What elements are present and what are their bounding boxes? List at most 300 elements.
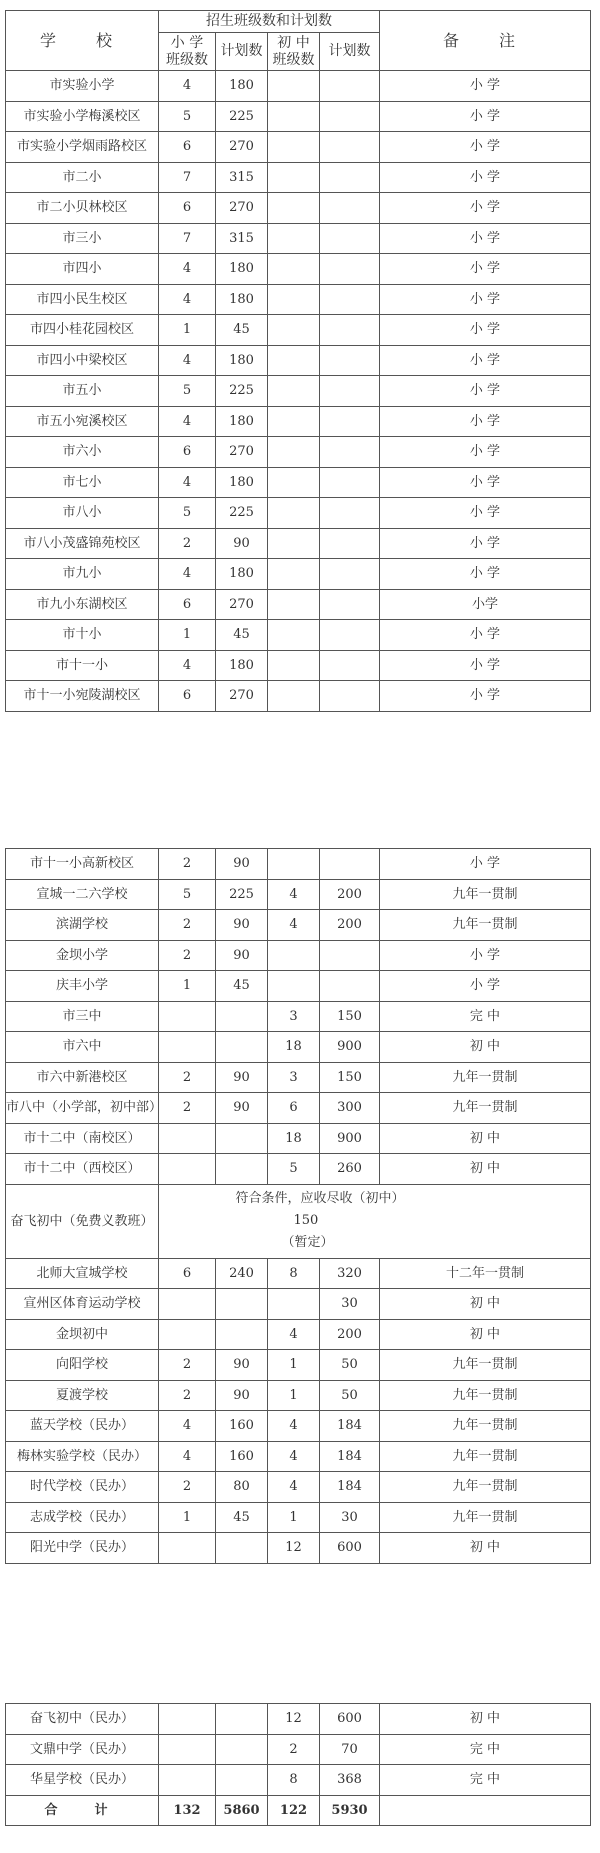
cell-school: 市十一小宛陵湖校区 bbox=[6, 681, 159, 712]
cell-primary-classes bbox=[159, 1765, 216, 1796]
cell-primary-plan bbox=[216, 1765, 268, 1796]
cell-school: 市八小 bbox=[6, 498, 159, 529]
cell-junior-classes bbox=[268, 437, 320, 468]
cell-primary-plan: 45 bbox=[216, 1502, 268, 1533]
cell-junior-classes: 1 bbox=[268, 1502, 320, 1533]
cell-remarks: 小 学 bbox=[380, 650, 591, 681]
cell-primary-plan: 160 bbox=[216, 1411, 268, 1442]
table-row bbox=[6, 681, 591, 712]
cell-school: 奋飞初中（免费义教班） bbox=[6, 1184, 159, 1258]
table-body-section2b bbox=[6, 1258, 591, 1563]
table-row bbox=[6, 589, 591, 620]
table-row bbox=[6, 162, 591, 193]
cell-junior-plan: 600 bbox=[320, 1533, 380, 1564]
cell-primary-classes: 6 bbox=[159, 589, 216, 620]
cell-remarks: 小 学 bbox=[380, 437, 591, 468]
table-row bbox=[6, 132, 591, 163]
table-row bbox=[6, 1380, 591, 1411]
enrollment-table-part2 bbox=[5, 848, 591, 1564]
cell-school: 滨湖学校 bbox=[6, 910, 159, 941]
cell-junior-classes bbox=[268, 1289, 320, 1320]
cell-junior-classes: 8 bbox=[268, 1258, 320, 1289]
cell-junior-classes: 4 bbox=[268, 1472, 320, 1503]
cell-primary-plan: 270 bbox=[216, 132, 268, 163]
cell-remarks: 九年一贯制 bbox=[380, 1062, 591, 1093]
table-row bbox=[6, 1704, 591, 1735]
cell-school: 宣州区体育运动学校 bbox=[6, 1289, 159, 1320]
table-row bbox=[6, 223, 591, 254]
cell-school: 市六中 bbox=[6, 1032, 159, 1063]
cell-junior-classes: 3 bbox=[268, 1062, 320, 1093]
cell-primary-classes: 4 bbox=[159, 467, 216, 498]
table-row bbox=[6, 1001, 591, 1032]
cell-school: 市四小桂花园校区 bbox=[6, 315, 159, 346]
cell-primary-classes: 6 bbox=[159, 681, 216, 712]
cell-junior-classes: 4 bbox=[268, 879, 320, 910]
cell-remarks: 初 中 bbox=[380, 1319, 591, 1350]
cell-primary-classes: 4 bbox=[159, 254, 216, 285]
table-row bbox=[6, 1441, 591, 1472]
enrollment-table-part1 bbox=[5, 10, 591, 712]
cell-junior-classes: 18 bbox=[268, 1032, 320, 1063]
cell-primary-classes: 5 bbox=[159, 879, 216, 910]
cell-primary-plan: 225 bbox=[216, 879, 268, 910]
cell-junior-plan: 300 bbox=[320, 1093, 380, 1124]
cell-junior-classes: 4 bbox=[268, 910, 320, 941]
cell-junior-plan bbox=[320, 971, 380, 1002]
cell-school: 梅林实验学校（民办） bbox=[6, 1441, 159, 1472]
cell-junior-plan: 600 bbox=[320, 1704, 380, 1735]
cell-primary-plan bbox=[216, 1704, 268, 1735]
table-row bbox=[6, 1289, 591, 1320]
cell-remarks: 小 学 bbox=[380, 528, 591, 559]
cell-junior-classes bbox=[268, 849, 320, 880]
cell-junior-classes: 1 bbox=[268, 1350, 320, 1381]
cell-primary-classes bbox=[159, 1123, 216, 1154]
cell-primary-classes: 5 bbox=[159, 101, 216, 132]
header-primary-plan: 计划数 bbox=[216, 33, 268, 71]
cell-junior-classes: 4 bbox=[268, 1411, 320, 1442]
cell-school: 金坝小学 bbox=[6, 940, 159, 971]
cell-junior-classes bbox=[268, 559, 320, 590]
total-row-group bbox=[6, 1795, 591, 1825]
cell-primary-classes: 4 bbox=[159, 345, 216, 376]
cell-primary-plan: 160 bbox=[216, 1441, 268, 1472]
cell-junior-plan bbox=[320, 284, 380, 315]
cell-remarks: 小 学 bbox=[380, 681, 591, 712]
cell-remarks: 小 学 bbox=[380, 620, 591, 651]
header-primary-classes: 小 学 班级数 bbox=[159, 33, 216, 71]
fenfei-line3: （暂定） bbox=[281, 1235, 334, 1250]
table-body-section3 bbox=[6, 1704, 591, 1796]
cell-primary-classes: 1 bbox=[159, 620, 216, 651]
cell-primary-classes: 6 bbox=[159, 193, 216, 224]
cell-remarks: 小 学 bbox=[380, 284, 591, 315]
cell-school: 向阳学校 bbox=[6, 1350, 159, 1381]
cell-primary-classes: 5 bbox=[159, 498, 216, 529]
cell-school: 市十小 bbox=[6, 620, 159, 651]
cell-school: 市八小茂盛锦苑校区 bbox=[6, 528, 159, 559]
cell-school: 市四小 bbox=[6, 254, 159, 285]
cell-primary-plan: 180 bbox=[216, 559, 268, 590]
cell-primary-plan: 180 bbox=[216, 284, 268, 315]
header-group: 招生班级数和计划数 bbox=[159, 11, 380, 33]
cell-school: 时代学校（民办） bbox=[6, 1472, 159, 1503]
cell-primary-plan: 90 bbox=[216, 528, 268, 559]
cell-junior-plan: 150 bbox=[320, 1062, 380, 1093]
cell-junior-classes: 18 bbox=[268, 1123, 320, 1154]
cell-school: 市实验小学烟雨路校区 bbox=[6, 132, 159, 163]
cell-primary-plan: 90 bbox=[216, 910, 268, 941]
table-row bbox=[6, 1734, 591, 1765]
cell-primary-plan: 315 bbox=[216, 162, 268, 193]
cell-primary-plan: 45 bbox=[216, 315, 268, 346]
cell-total-label: 合 计 bbox=[6, 1795, 159, 1825]
cell-school: 市四小中梁校区 bbox=[6, 345, 159, 376]
cell-junior-plan bbox=[320, 437, 380, 468]
cell-junior-plan bbox=[320, 162, 380, 193]
cell-remarks: 初 中 bbox=[380, 1032, 591, 1063]
cell-primary-classes: 4 bbox=[159, 559, 216, 590]
cell-primary-plan: 180 bbox=[216, 254, 268, 285]
table-row bbox=[6, 467, 591, 498]
cell-primary-plan: 180 bbox=[216, 650, 268, 681]
table-row bbox=[6, 1350, 591, 1381]
cell-primary-classes bbox=[159, 1289, 216, 1320]
table-row bbox=[6, 1411, 591, 1442]
cell-junior-plan: 184 bbox=[320, 1472, 380, 1503]
cell-primary-classes: 4 bbox=[159, 1441, 216, 1472]
table-row bbox=[6, 1062, 591, 1093]
cell-remarks: 九年一贯制 bbox=[380, 1380, 591, 1411]
cell-school: 志成学校（民办） bbox=[6, 1502, 159, 1533]
cell-school: 北师大宣城学校 bbox=[6, 1258, 159, 1289]
cell-junior-classes bbox=[268, 620, 320, 651]
table-row bbox=[6, 1319, 591, 1350]
table-row bbox=[6, 193, 591, 224]
cell-remarks: 小 学 bbox=[380, 162, 591, 193]
cell-junior-plan: 70 bbox=[320, 1734, 380, 1765]
cell-school: 金坝初中 bbox=[6, 1319, 159, 1350]
table-row bbox=[6, 1032, 591, 1063]
cell-junior-plan: 184 bbox=[320, 1441, 380, 1472]
table-row bbox=[6, 650, 591, 681]
cell-remarks: 小 学 bbox=[380, 849, 591, 880]
table-row bbox=[6, 101, 591, 132]
cell-junior-classes: 4 bbox=[268, 1319, 320, 1350]
cell-junior-classes bbox=[268, 940, 320, 971]
cell-school: 市五小宛溪校区 bbox=[6, 406, 159, 437]
cell-school: 市九小 bbox=[6, 559, 159, 590]
cell-remarks: 小 学 bbox=[380, 132, 591, 163]
cell-school: 市实验小学 bbox=[6, 71, 159, 102]
table-row bbox=[6, 406, 591, 437]
cell-junior-classes bbox=[268, 376, 320, 407]
cell-school: 市实验小学梅溪校区 bbox=[6, 101, 159, 132]
cell-junior-plan: 260 bbox=[320, 1154, 380, 1185]
cell-primary-classes: 1 bbox=[159, 971, 216, 1002]
table-row bbox=[6, 71, 591, 102]
cell-primary-plan bbox=[216, 1533, 268, 1564]
cell-junior-classes bbox=[268, 650, 320, 681]
cell-primary-classes: 2 bbox=[159, 940, 216, 971]
cell-junior-plan bbox=[320, 467, 380, 498]
cell-school: 市二小贝林校区 bbox=[6, 193, 159, 224]
cell-junior-plan bbox=[320, 681, 380, 712]
cell-remarks: 小 学 bbox=[380, 345, 591, 376]
fenfei-line2: 150 bbox=[293, 1213, 319, 1228]
cell-remarks: 小 学 bbox=[380, 101, 591, 132]
enrollment-table-part3 bbox=[5, 1703, 591, 1826]
cell-primary-plan bbox=[216, 1154, 268, 1185]
cell-junior-plan: 200 bbox=[320, 1319, 380, 1350]
cell-junior-classes: 5 bbox=[268, 1154, 320, 1185]
cell-remarks: 初 中 bbox=[380, 1154, 591, 1185]
cell-primary-plan bbox=[216, 1734, 268, 1765]
cell-school: 宣城一二六学校 bbox=[6, 879, 159, 910]
cell-junior-plan bbox=[320, 940, 380, 971]
cell-school: 文鼎中学（民办） bbox=[6, 1734, 159, 1765]
cell-school: 市十一小高新校区 bbox=[6, 849, 159, 880]
fenfei-row-group bbox=[6, 1184, 591, 1258]
cell-junior-classes bbox=[268, 284, 320, 315]
cell-remarks: 十二年一贯制 bbox=[380, 1258, 591, 1289]
cell-primary-classes: 6 bbox=[159, 132, 216, 163]
cell-primary-plan: 180 bbox=[216, 345, 268, 376]
cell-junior-classes: 1 bbox=[268, 1380, 320, 1411]
cell-junior-classes bbox=[268, 498, 320, 529]
cell-primary-plan: 90 bbox=[216, 1093, 268, 1124]
cell-remarks: 小 学 bbox=[380, 254, 591, 285]
cell-junior-classes bbox=[268, 345, 320, 376]
cell-junior-classes bbox=[268, 315, 320, 346]
cell-primary-plan bbox=[216, 1032, 268, 1063]
cell-junior-plan bbox=[320, 559, 380, 590]
cell-school: 华星学校（民办） bbox=[6, 1765, 159, 1796]
cell-primary-classes: 4 bbox=[159, 406, 216, 437]
cell-primary-classes: 4 bbox=[159, 1411, 216, 1442]
cell-primary-plan: 225 bbox=[216, 101, 268, 132]
table-body-section2a bbox=[6, 849, 591, 1185]
table-row bbox=[6, 559, 591, 590]
cell-school: 市三小 bbox=[6, 223, 159, 254]
table-row bbox=[6, 1123, 591, 1154]
cell-junior-classes bbox=[268, 223, 320, 254]
cell-total-primary-plan: 5860 bbox=[216, 1795, 268, 1825]
cell-primary-plan: 90 bbox=[216, 1380, 268, 1411]
cell-junior-plan: 900 bbox=[320, 1032, 380, 1063]
cell-primary-plan: 45 bbox=[216, 971, 268, 1002]
cell-junior-classes bbox=[268, 406, 320, 437]
cell-school: 市七小 bbox=[6, 467, 159, 498]
cell-primary-classes: 5 bbox=[159, 376, 216, 407]
cell-school: 奋飞初中（民办） bbox=[6, 1704, 159, 1735]
cell-remarks: 小 学 bbox=[380, 71, 591, 102]
cell-primary-plan bbox=[216, 1319, 268, 1350]
cell-junior-plan bbox=[320, 498, 380, 529]
cell-fenfei-note bbox=[216, 1184, 591, 1258]
cell-primary-classes bbox=[159, 1734, 216, 1765]
cell-total-primary-classes: 132 bbox=[159, 1795, 216, 1825]
cell-primary-plan: 270 bbox=[216, 589, 268, 620]
cell-primary-classes: 6 bbox=[159, 437, 216, 468]
cell-junior-classes: 12 bbox=[268, 1704, 320, 1735]
cell-junior-classes bbox=[268, 132, 320, 163]
cell-remarks: 九年一贯制 bbox=[380, 1502, 591, 1533]
table-row bbox=[6, 910, 591, 941]
cell-primary-classes bbox=[159, 1533, 216, 1564]
header-junior-classes: 初 中 班级数 bbox=[268, 33, 320, 71]
cell-remarks: 初 中 bbox=[380, 1123, 591, 1154]
cell-junior-plan: 900 bbox=[320, 1123, 380, 1154]
cell-school: 市九小东湖校区 bbox=[6, 589, 159, 620]
cell-remarks: 小 学 bbox=[380, 559, 591, 590]
cell-junior-classes bbox=[268, 971, 320, 1002]
cell-junior-classes: 12 bbox=[268, 1533, 320, 1564]
cell-junior-classes bbox=[268, 254, 320, 285]
cell-remarks: 小 学 bbox=[380, 315, 591, 346]
cell-total-junior-plan: 5930 bbox=[320, 1795, 380, 1825]
cell-primary-plan: 90 bbox=[216, 940, 268, 971]
table-row bbox=[6, 879, 591, 910]
cell-school: 蓝天学校（民办） bbox=[6, 1411, 159, 1442]
cell-junior-plan bbox=[320, 528, 380, 559]
table-row bbox=[6, 376, 591, 407]
cell-total-remarks bbox=[380, 1795, 591, 1825]
cell-remarks: 小 学 bbox=[380, 940, 591, 971]
cell-primary-plan: 45 bbox=[216, 620, 268, 651]
cell-junior-classes: 3 bbox=[268, 1001, 320, 1032]
cell-remarks: 九年一贯制 bbox=[380, 1472, 591, 1503]
cell-junior-plan bbox=[320, 315, 380, 346]
cell-junior-plan bbox=[320, 345, 380, 376]
cell-junior-plan: 184 bbox=[320, 1411, 380, 1442]
cell-remarks: 初 中 bbox=[380, 1533, 591, 1564]
cell-primary-plan: 270 bbox=[216, 681, 268, 712]
cell-junior-classes: 8 bbox=[268, 1765, 320, 1796]
cell-junior-classes: 2 bbox=[268, 1734, 320, 1765]
table-row bbox=[6, 971, 591, 1002]
cell-remarks: 小 学 bbox=[380, 971, 591, 1002]
table-row bbox=[6, 620, 591, 651]
table-row bbox=[6, 315, 591, 346]
cell-primary-classes bbox=[159, 1032, 216, 1063]
cell-primary-classes bbox=[159, 1704, 216, 1735]
cell-primary-plan bbox=[216, 1001, 268, 1032]
cell-primary-plan: 270 bbox=[216, 437, 268, 468]
cell-primary-classes: 2 bbox=[159, 1062, 216, 1093]
cell-primary-classes: 1 bbox=[159, 1502, 216, 1533]
fenfei-line1: 符合条件，应收尽收（初中） bbox=[235, 1191, 405, 1206]
cell-school: 市四小民生校区 bbox=[6, 284, 159, 315]
table-row bbox=[6, 528, 591, 559]
table-row-fenfei bbox=[6, 1184, 591, 1258]
cell-school: 市六中新港校区 bbox=[6, 1062, 159, 1093]
table-row bbox=[6, 345, 591, 376]
table-row bbox=[6, 1765, 591, 1796]
cell-junior-classes bbox=[268, 162, 320, 193]
cell-primary-plan bbox=[216, 1123, 268, 1154]
cell-primary-plan: 180 bbox=[216, 406, 268, 437]
cell-empty bbox=[159, 1184, 216, 1258]
cell-remarks: 小 学 bbox=[380, 498, 591, 529]
cell-junior-plan bbox=[320, 650, 380, 681]
cell-primary-classes bbox=[159, 1154, 216, 1185]
cell-remarks: 九年一贯制 bbox=[380, 1411, 591, 1442]
cell-primary-classes: 2 bbox=[159, 1380, 216, 1411]
cell-primary-classes: 1 bbox=[159, 315, 216, 346]
table-row bbox=[6, 498, 591, 529]
cell-primary-plan: 90 bbox=[216, 1350, 268, 1381]
table-row bbox=[6, 437, 591, 468]
cell-school: 市十一小 bbox=[6, 650, 159, 681]
cell-primary-classes: 4 bbox=[159, 71, 216, 102]
cell-junior-plan bbox=[320, 406, 380, 437]
table-row bbox=[6, 1154, 591, 1185]
cell-remarks: 小 学 bbox=[380, 467, 591, 498]
cell-primary-plan: 180 bbox=[216, 467, 268, 498]
cell-junior-plan: 30 bbox=[320, 1289, 380, 1320]
cell-junior-classes bbox=[268, 681, 320, 712]
cell-primary-plan: 180 bbox=[216, 71, 268, 102]
cell-junior-plan: 50 bbox=[320, 1380, 380, 1411]
cell-primary-classes: 7 bbox=[159, 223, 216, 254]
cell-junior-classes bbox=[268, 193, 320, 224]
cell-primary-classes: 2 bbox=[159, 1472, 216, 1503]
header-remarks: 备 注 bbox=[380, 11, 591, 71]
cell-junior-plan bbox=[320, 71, 380, 102]
cell-primary-classes bbox=[159, 1319, 216, 1350]
cell-school: 阳光中学（民办） bbox=[6, 1533, 159, 1564]
cell-primary-classes: 4 bbox=[159, 650, 216, 681]
cell-primary-plan: 80 bbox=[216, 1472, 268, 1503]
table-body-section1 bbox=[6, 71, 591, 712]
cell-primary-plan: 90 bbox=[216, 849, 268, 880]
cell-primary-plan: 240 bbox=[216, 1258, 268, 1289]
cell-primary-plan: 270 bbox=[216, 193, 268, 224]
cell-junior-plan bbox=[320, 193, 380, 224]
cell-school: 市二小 bbox=[6, 162, 159, 193]
cell-primary-classes bbox=[159, 1001, 216, 1032]
cell-primary-classes: 2 bbox=[159, 849, 216, 880]
table-row bbox=[6, 1502, 591, 1533]
table-row bbox=[6, 1093, 591, 1124]
header-school: 学 校 bbox=[6, 11, 159, 71]
cell-primary-plan: 315 bbox=[216, 223, 268, 254]
cell-remarks: 小 学 bbox=[380, 193, 591, 224]
cell-remarks: 初 中 bbox=[380, 1704, 591, 1735]
cell-junior-classes bbox=[268, 71, 320, 102]
cell-junior-plan bbox=[320, 132, 380, 163]
cell-total-junior-classes: 122 bbox=[268, 1795, 320, 1825]
cell-primary-classes: 2 bbox=[159, 1093, 216, 1124]
cell-school: 夏渡学校 bbox=[6, 1380, 159, 1411]
cell-school: 市六小 bbox=[6, 437, 159, 468]
table-row-total bbox=[6, 1795, 591, 1825]
cell-primary-classes: 2 bbox=[159, 1350, 216, 1381]
cell-junior-plan bbox=[320, 376, 380, 407]
cell-remarks: 九年一贯制 bbox=[380, 879, 591, 910]
cell-junior-plan bbox=[320, 620, 380, 651]
cell-junior-classes bbox=[268, 467, 320, 498]
cell-remarks: 小 学 bbox=[380, 406, 591, 437]
cell-junior-plan: 50 bbox=[320, 1350, 380, 1381]
cell-junior-plan bbox=[320, 223, 380, 254]
cell-junior-classes: 6 bbox=[268, 1093, 320, 1124]
cell-remarks: 九年一贯制 bbox=[380, 910, 591, 941]
cell-school: 市三中 bbox=[6, 1001, 159, 1032]
table-row bbox=[6, 1258, 591, 1289]
